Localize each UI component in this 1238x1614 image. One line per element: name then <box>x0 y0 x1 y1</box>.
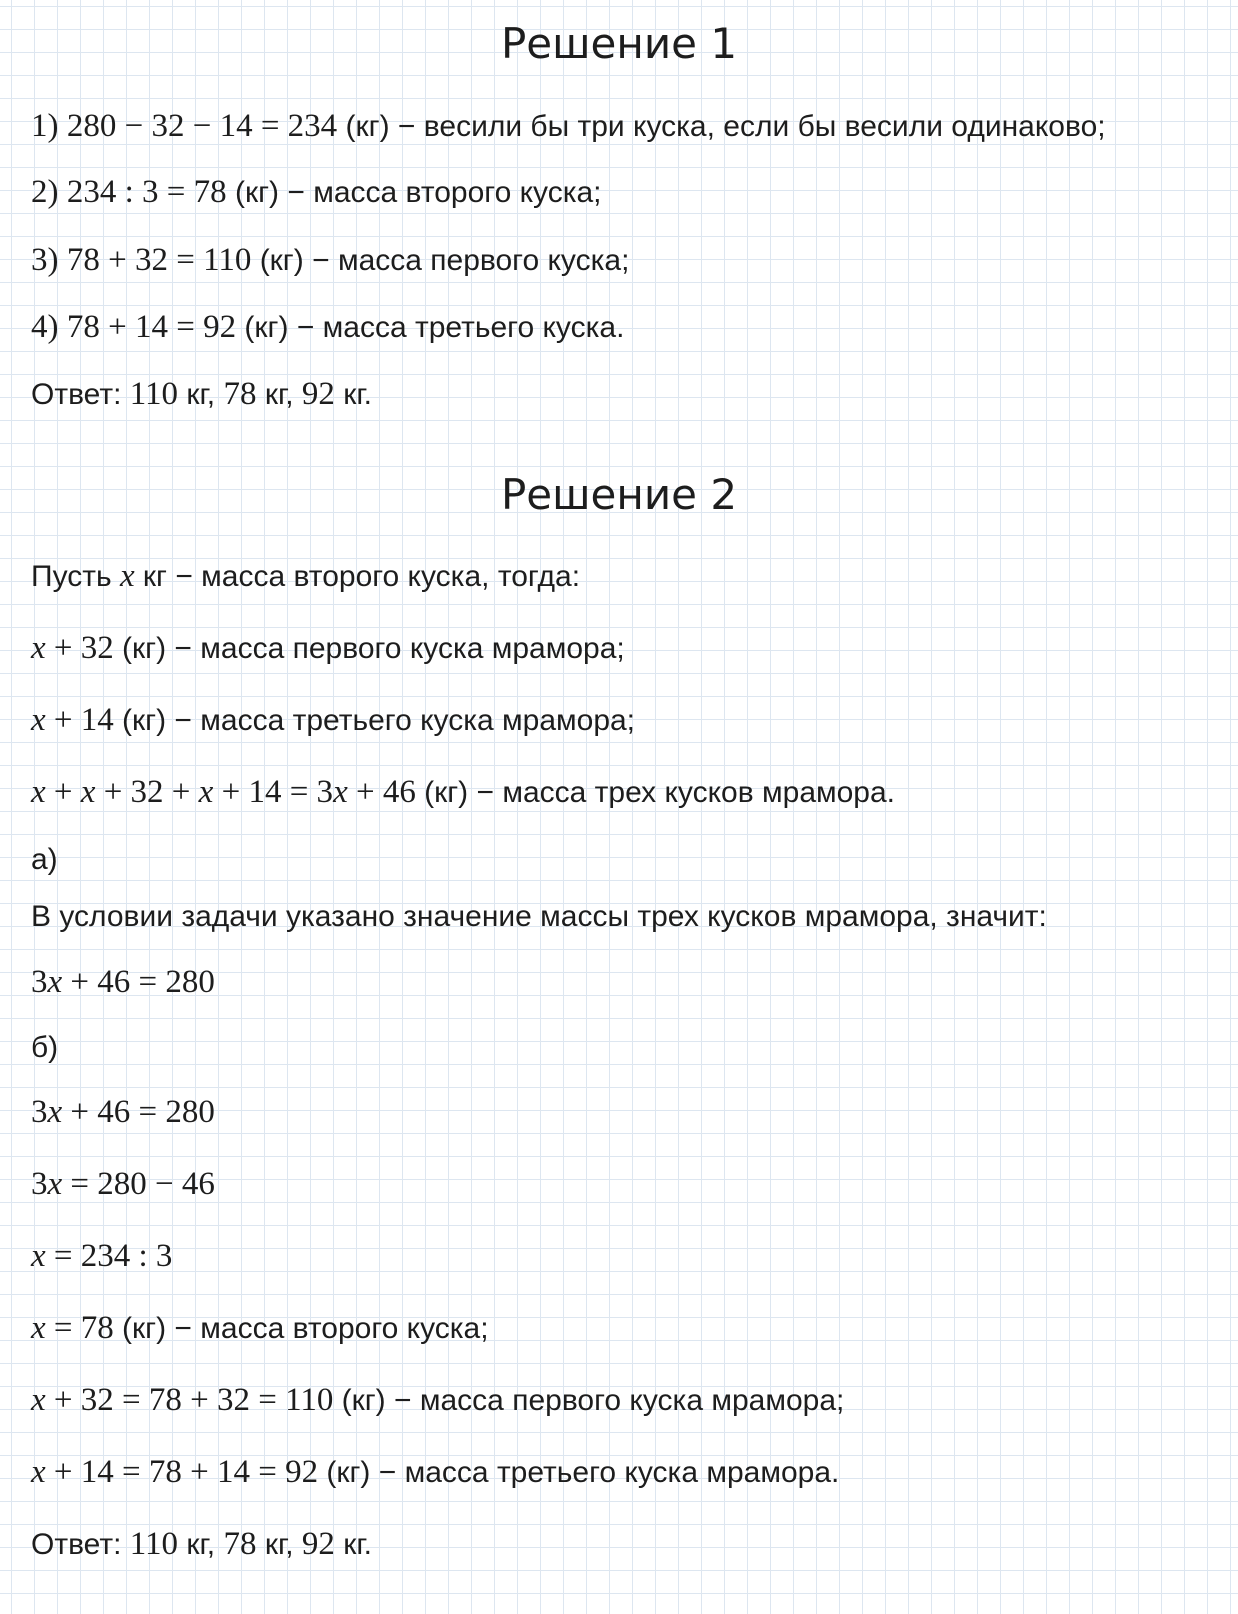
variable-x: x <box>31 1310 46 1346</box>
unit: (кг) <box>122 704 167 737</box>
answer-value-1: 110 <box>129 1526 179 1562</box>
answer-unit-1: кг, <box>178 378 224 411</box>
solution1-step1 <box>31 106 1106 147</box>
answer-unit-3: кг. <box>334 378 372 411</box>
answer-unit-2: кг, <box>256 1528 302 1561</box>
step-text: − масса первого куска; <box>303 244 630 277</box>
expression: + 46 = 280 <box>62 964 215 1000</box>
variable-x: x <box>80 774 96 810</box>
step-expression: 78 + 14 = 92 <box>66 309 237 345</box>
step-number: 2) <box>31 174 59 210</box>
unit: (кг) <box>424 776 469 809</box>
expression-part: + <box>45 774 81 810</box>
variable-x: x <box>31 1238 46 1274</box>
answer-unit-2: кг, <box>256 378 302 411</box>
text: − масса первого куска мрамора; <box>166 632 625 665</box>
coefficient: 3 <box>31 964 48 1000</box>
expression: + 32 = 78 + 32 = 110 <box>45 1382 342 1418</box>
answer-label: Ответ: <box>31 1528 130 1561</box>
solution1-step3 <box>31 240 629 281</box>
step-number: 3) <box>31 242 59 278</box>
equation-b5 <box>31 1380 844 1421</box>
equation-b3 <box>31 1236 172 1277</box>
answer-value-1: 110 <box>129 376 179 412</box>
expression: + 14 <box>45 702 123 738</box>
solution2-first-piece <box>31 628 625 669</box>
answer-unit-3: кг. <box>334 1528 372 1561</box>
step-unit: (кг) <box>345 110 390 143</box>
solution2-let <box>31 556 580 597</box>
variable-x: x <box>119 558 135 594</box>
expression: = 78 <box>45 1310 123 1346</box>
unit: (кг) <box>341 1384 386 1417</box>
equation-b4 <box>31 1308 489 1349</box>
text: − масса второго куска; <box>166 1312 489 1345</box>
answer-value-2: 78 <box>223 1526 257 1562</box>
coefficient: 3 <box>31 1094 48 1130</box>
expression-part: + 32 + <box>95 774 199 810</box>
step-expression: 280 − 32 − 14 = 234 <box>66 108 338 144</box>
step-expression: 78 + 32 = 110 <box>66 242 252 278</box>
variable-x: x <box>47 1166 63 1202</box>
unit: (кг) <box>326 1456 371 1489</box>
step-text: − масса второго куска; <box>279 176 602 209</box>
solution2-answer <box>31 1524 372 1565</box>
expression-part: + 46 <box>347 774 425 810</box>
solution2-title: Решение 2 <box>500 470 738 519</box>
step-unit: (кг) <box>234 176 280 209</box>
answer-value-3: 92 <box>301 1526 335 1562</box>
expression: + 46 = 280 <box>62 1094 215 1130</box>
equation-a <box>31 962 215 1003</box>
step-expression: 234 : 3 = 78 <box>66 174 227 210</box>
text: − масса третьего куска мрамора. <box>370 1456 840 1489</box>
condition-text: В условии задачи указано значение массы трех кусков мрамора, значит: <box>31 900 1047 933</box>
text: − масса первого куска мрамора; <box>385 1384 845 1417</box>
text: − масса третьего куска мрамора; <box>166 704 636 737</box>
answer-label: Ответ: <box>31 378 130 411</box>
expression: + 14 = 78 + 14 = 92 <box>45 1454 327 1490</box>
answer-value-2: 78 <box>223 376 257 412</box>
let-suffix: кг − масса второго куска, тогда: <box>134 560 581 593</box>
coefficient: 3 <box>31 1166 48 1202</box>
part-b-label: б) <box>31 1031 59 1064</box>
step-text: − весили бы три куска, если бы весили одинаково; <box>389 110 1106 143</box>
variable-x: x <box>31 702 46 738</box>
equation-b2 <box>31 1164 215 1205</box>
let-prefix: Пусть <box>31 560 120 593</box>
step-number: 4) <box>31 309 59 345</box>
equation-b6 <box>31 1452 839 1493</box>
unit: (кг) <box>122 1312 167 1345</box>
solution2-total <box>31 772 895 813</box>
part-a-label: а) <box>31 843 58 876</box>
expression: = 234 : 3 <box>45 1238 173 1274</box>
step-number: 1) <box>31 108 59 144</box>
text: − масса трех кусков мрамора. <box>468 776 896 809</box>
variable-x: x <box>198 774 214 810</box>
variable-x: x <box>333 774 348 810</box>
answer-unit-1: кг, <box>178 1528 224 1561</box>
step-unit: (кг) <box>259 244 304 277</box>
step-unit: (кг) <box>244 311 289 344</box>
solution1-step4 <box>31 307 624 348</box>
variable-x: x <box>31 1382 46 1418</box>
variable-x: x <box>31 1454 46 1490</box>
expression: = 280 − 46 <box>62 1166 215 1202</box>
solution1-answer <box>31 374 372 415</box>
variable-x: x <box>47 1094 63 1130</box>
answer-value-3: 92 <box>301 376 335 412</box>
solution1-step2 <box>31 172 602 213</box>
expression-part: + 14 = 3 <box>213 774 334 810</box>
equation-b1 <box>31 1092 215 1133</box>
variable-x: x <box>31 774 46 810</box>
expression: + 32 <box>45 630 123 666</box>
variable-x: x <box>31 630 46 666</box>
solution2-third-piece <box>31 700 635 741</box>
variable-x: x <box>47 964 63 1000</box>
unit: (кг) <box>122 632 167 665</box>
solution1-title: Решение 1 <box>500 19 738 68</box>
step-text: − масса третьего куска. <box>288 311 625 344</box>
